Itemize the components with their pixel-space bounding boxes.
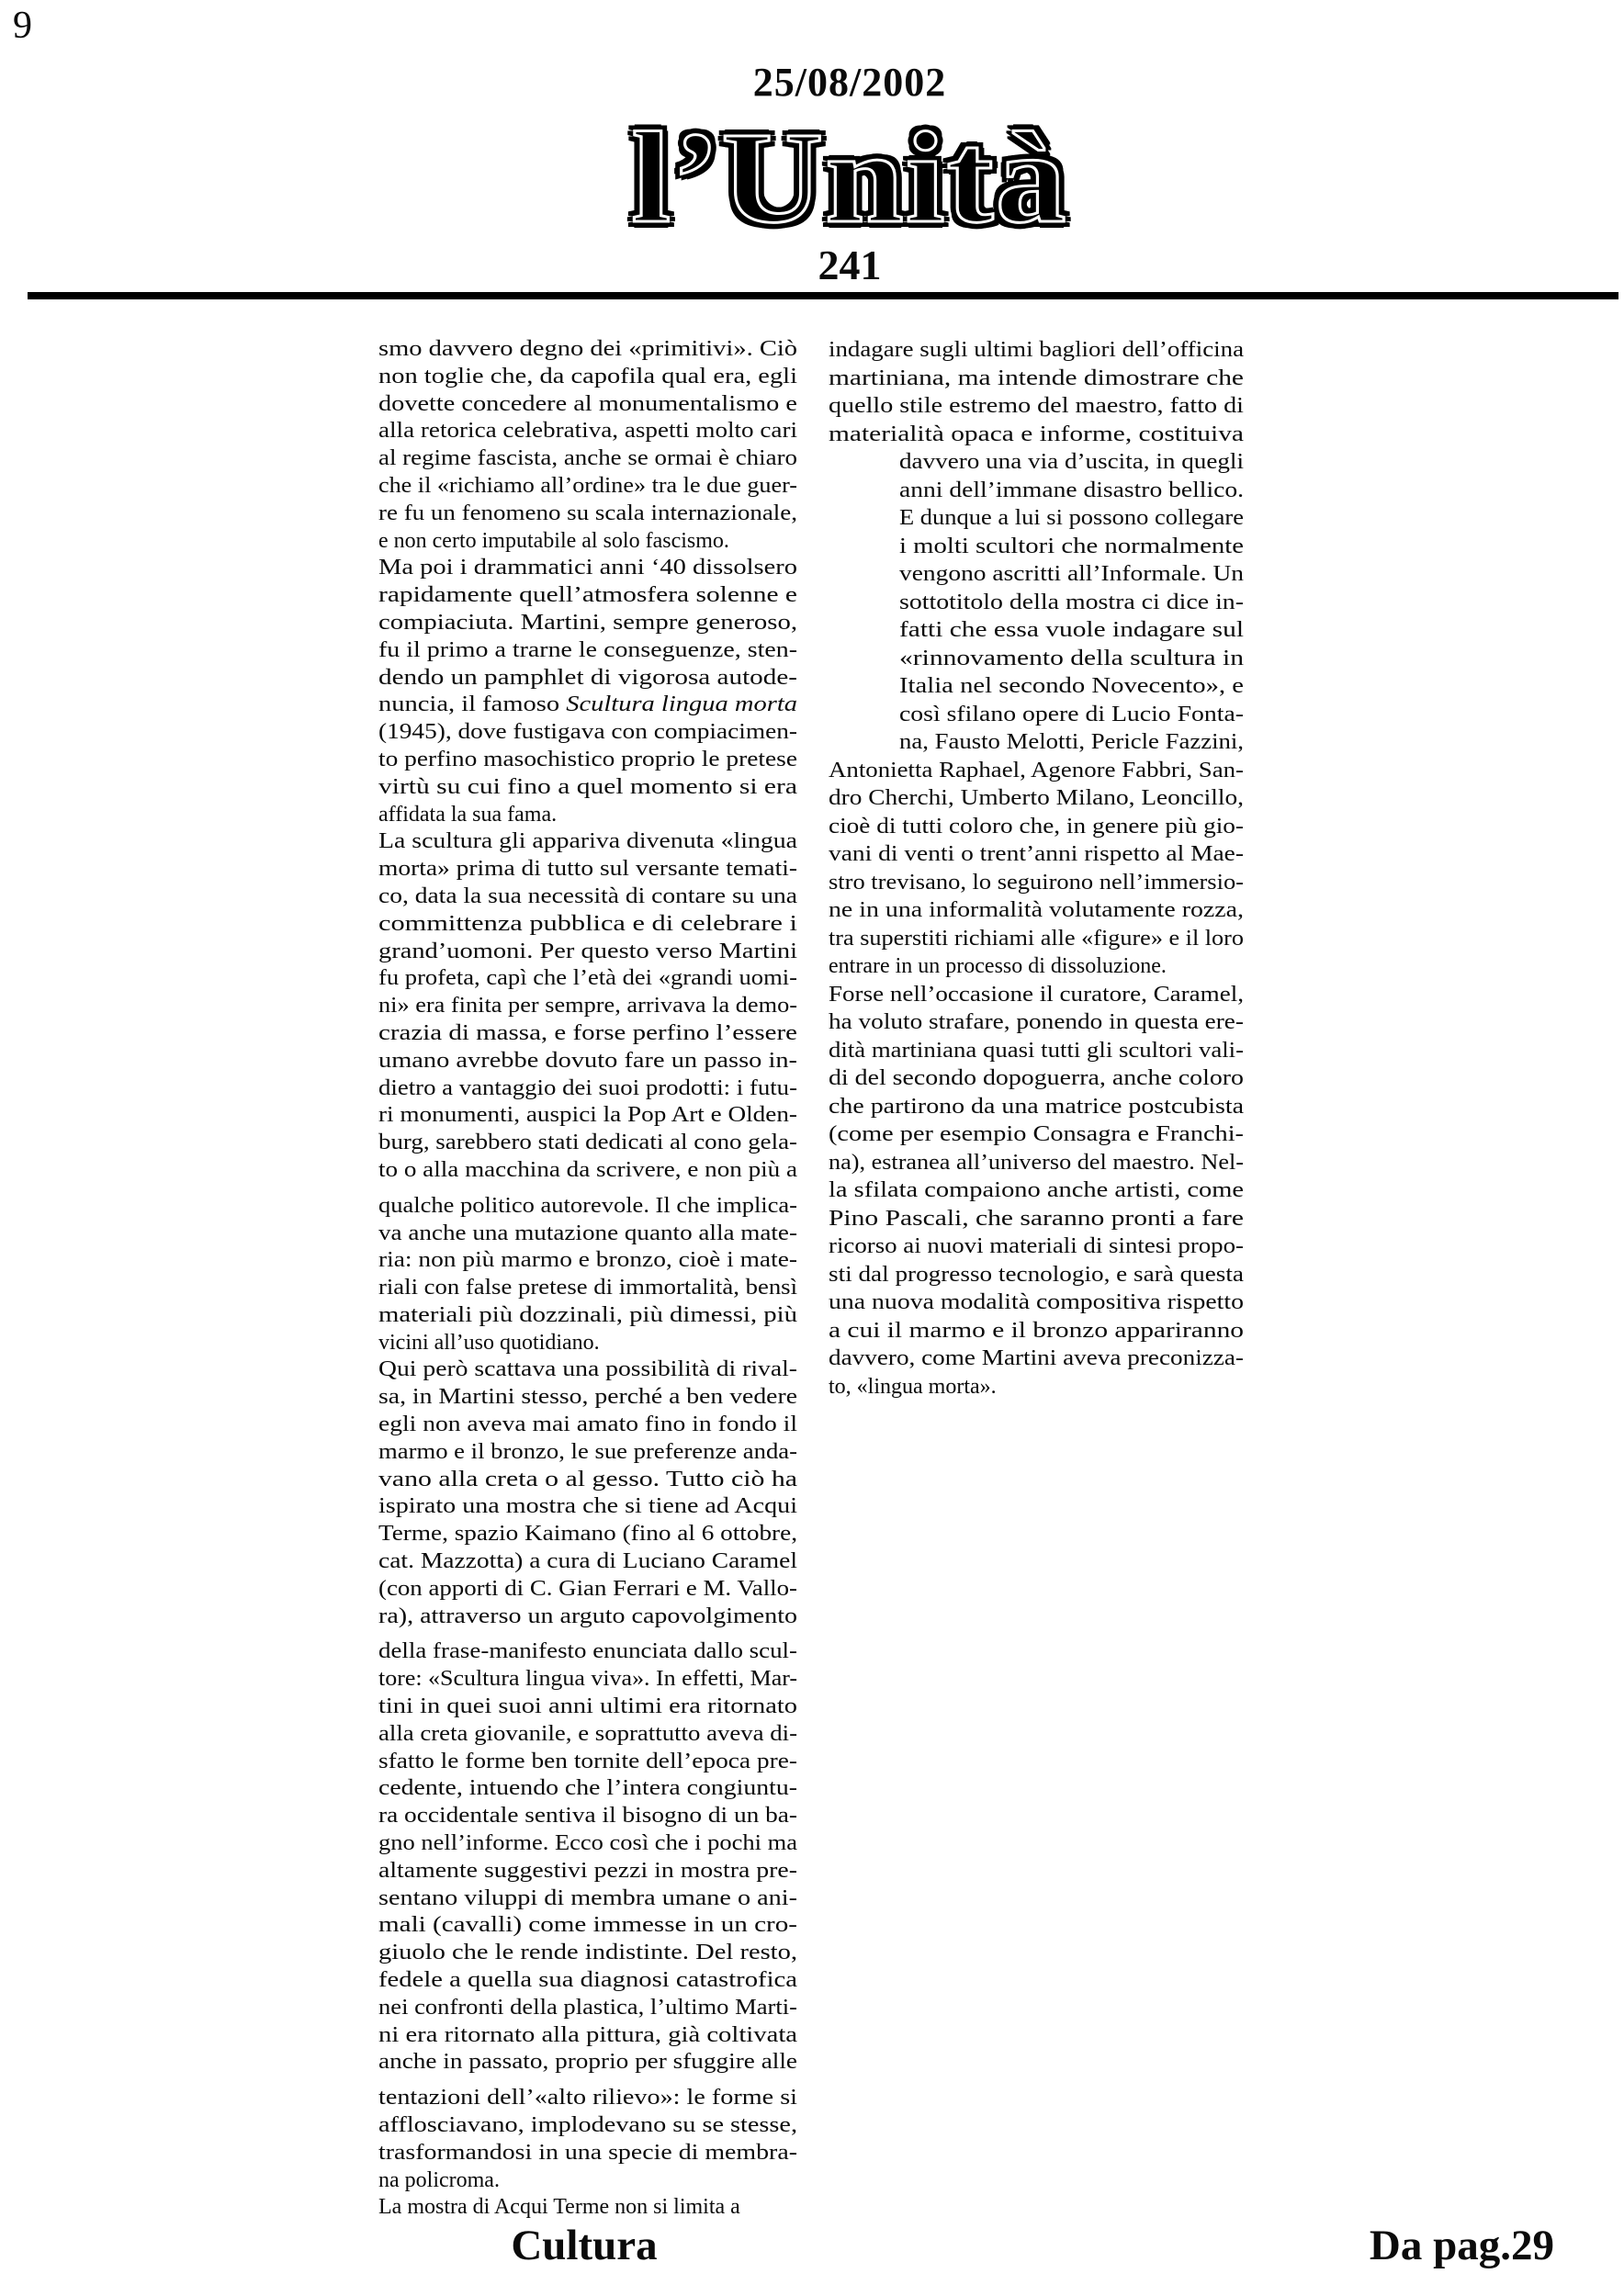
text-line: Qui però scattava una possibilità di rival-	[378, 1357, 797, 1382]
text-line: tore: «Scultura lingua viva». In effetti, Mar-	[378, 1667, 797, 1692]
text-line: morta» prima di tutto sul versante temati-	[378, 857, 797, 882]
issue-date: 25/08/2002	[752, 60, 947, 105]
text-line: della frase-manifesto enunciata dallo scul-	[378, 1639, 797, 1664]
text-line: mali (cavalli) come immesse in un cro-	[378, 1913, 797, 1938]
text-line: la sfilata compaiono anche artisti, come	[829, 1178, 1244, 1202]
text-line: afflosciavano, implodevano su se stesse,	[378, 2113, 797, 2137]
text-line: virtù su cui fino a quel momento si era	[378, 774, 797, 799]
text-line: altamente suggestivi pezzi in mostra pre-	[378, 1858, 797, 1883]
text-line: E dunque a lui si possono collegare	[899, 506, 1244, 530]
text-line: anche in passato, proprio per sfuggire alle	[378, 2050, 797, 2075]
text-line: vengono ascritti all’Informale. Un	[899, 562, 1244, 586]
text-line: non toglie che, da capofila qual era, egli	[378, 364, 797, 388]
text-line: ni era ritornato alla pittura, già coltivata	[378, 2022, 797, 2047]
text-line: alla retorica celebrativa, aspetti molto cari	[378, 419, 797, 444]
text-line: trasformandosi in una specie di membra-	[378, 2140, 797, 2165]
text-line: ha voluto strafare, ponendo in questa ere-	[829, 1010, 1244, 1034]
text-line: ri monumenti, auspici la Pop Art e Olden-	[378, 1103, 797, 1128]
text-line: anni dell’immane disastro bellico.	[899, 478, 1244, 502]
text-line: tra superstiti richiami alle «figure» e il loro	[829, 926, 1244, 951]
text-line: La scultura gli appariva divenuta «lingua	[378, 829, 797, 854]
text-line: ricorso ai nuovi materiali di sintesi propo-	[829, 1234, 1244, 1258]
text-line: Ma poi i drammatici anni ‘40 dissolsero	[378, 556, 797, 580]
text-line: nuncia, il famoso Scultura lingua morta	[378, 692, 797, 717]
text-line: vano alla creta o al gesso. Tutto ciò ha	[378, 1467, 797, 1491]
text-line: La mostra di Acqui Terme non si limita a	[378, 2195, 740, 2220]
text-line: materiali più dozzinali, più dimessi, più	[378, 1302, 797, 1327]
text-line: re fu un fenomeno su scala internazionale,	[378, 501, 797, 525]
text-line: egli non aveva mai amato fino in fondo il	[378, 1412, 797, 1437]
text-line: na, Fausto Melotti, Pericle Fazzini,	[899, 730, 1244, 754]
text-line: sottotitolo della mostra ci dice in-	[899, 590, 1244, 614]
text-line: vani di venti o trent’anni rispetto al Mae-	[829, 842, 1244, 866]
text-line: na policroma.	[378, 2167, 500, 2192]
section-label: Cultura	[511, 2222, 658, 2269]
text-line: fedele a quella sua diagnosi catastrofica	[378, 1968, 797, 1993]
text-line: Terme, spazio Kaimano (fino al 6 ottobre,	[378, 1522, 797, 1547]
text-line: davvero una via d’uscita, in quegli	[899, 450, 1244, 474]
text-line: burg, sarebbero stati dedicati al cono gela-	[378, 1131, 797, 1155]
text-line: gno nell’informe. Ecco così che i pochi ma	[378, 1831, 797, 1856]
text-line: crazia di massa, e forse perfino l’essere	[378, 1020, 797, 1045]
text-line: affidata la sua fama.	[378, 802, 558, 827]
text-line: (1945), dove fustigava con compiacimen-	[378, 720, 797, 745]
corner-page-number: 9	[13, 5, 32, 47]
text-line: qualche politico autorevole. Il che implica-	[378, 1193, 797, 1218]
text-line: ni» era finita per sempre, arrivava la demo-	[378, 994, 797, 1019]
text-line: dità martiniana quasi tutti gli scultori vali-	[829, 1038, 1244, 1063]
article-column-right	[829, 336, 1244, 1401]
text-line: to perfino masochistico proprio le pretese	[378, 747, 797, 771]
text-line: cedente, intuendo che l’intera congiuntu-	[378, 1776, 797, 1801]
text-line: fatti che essa vuole indagare sul	[899, 618, 1244, 642]
text-line: fu il primo a trarne le conseguenze, sten-	[378, 637, 797, 662]
text-line: to o alla macchina da scrivere, e non più a	[378, 1157, 797, 1182]
text-line: compiaciuta. Martini, sempre generoso,	[378, 610, 797, 635]
text-line: giuolo che le rende indistinte. Del resto,	[378, 1941, 797, 1965]
text-line: ra occidentale sentiva il bisogno di un ba-	[378, 1804, 797, 1829]
text-line: Pino Pascali, che saranno pronti a fare	[829, 1206, 1244, 1231]
text-line: smo davvero degno dei «primitivi». Ciò	[378, 337, 797, 361]
text-line: dietro a vantaggio dei suoi prodotti: i futu-	[378, 1075, 797, 1100]
text-line: una nuova modalità compositiva rispetto	[829, 1290, 1244, 1314]
text-line: va anche una mutazione quanto alla mate-	[378, 1221, 797, 1245]
text-line: «rinnovamento della scultura in	[899, 646, 1244, 670]
text-line: quello stile estremo del maestro, fatto di	[829, 394, 1244, 418]
text-line: tini in quei suoi anni ultimi era ritornato	[378, 1694, 797, 1719]
text-line: grand’uomoni. Per questo verso Martini	[378, 939, 797, 963]
text-line: che il «richiamo all’ordine» tra le due guer-	[378, 473, 797, 498]
text-line: Italia nel secondo Novecento», e	[899, 674, 1244, 698]
masthead-logo-text: l’Unità	[631, 105, 1068, 250]
text-line: sentano viluppi di membra umane o ani-	[378, 1885, 797, 1910]
text-line: indagare sugli ultimi bagliori dell’officina	[829, 338, 1244, 362]
text-line: sti dal progresso tecnologio, e sarà questa	[829, 1262, 1244, 1287]
text-line: sa, in Martini stesso, perché a ben vedere	[378, 1385, 797, 1410]
text-line: umano avrebbe dovuto fare un passo in-	[378, 1048, 797, 1073]
text-line: (con apporti di C. Gian Ferrari e M. Vallo-	[378, 1576, 797, 1601]
text-line: ne in una informalità volutamente rozza,	[829, 898, 1244, 922]
text-line: davvero, come Martini aveva preconizza-	[829, 1346, 1244, 1370]
text-line: to, «lingua morta».	[829, 1374, 997, 1399]
text-line: dendo un pamphlet di vigorosa autode-	[378, 665, 797, 690]
text-line: alla creta giovanile, e soprattutto aveva di-	[378, 1721, 797, 1746]
text-line: i molti scultori che normalmente	[899, 534, 1244, 558]
text-line: dovette concedere al monumentalismo e	[378, 391, 797, 416]
text-line: ra), attraverso un arguto capovolgimento	[378, 1604, 797, 1628]
text-line: Antonietta Raphael, Agenore Fabbri, San-	[829, 758, 1244, 782]
text-line: cat. Mazzotta) a cura di Luciano Caramel	[378, 1549, 797, 1574]
masthead-logo	[75, 105, 1624, 250]
text-line: materialità opaca e informe, costituiva	[829, 422, 1244, 446]
text-line: al regime fascista, anche se ormai è chiaro	[378, 446, 797, 471]
text-line: dro Cherchi, Umberto Milano, Leoncillo,	[829, 786, 1244, 810]
text-line: cioè di tutti coloro che, in genere più gio-	[829, 814, 1244, 838]
text-line: e non certo imputabile al solo fascismo.	[378, 528, 729, 553]
text-line: entrare in un processo di dissoluzione.	[829, 954, 1167, 978]
text-line: fu profeta, capì che l’età dei «grandi uomi-	[378, 966, 797, 991]
page-reference: Da pag.29	[1369, 2222, 1554, 2269]
text-line: stro trevisano, lo seguirono nell’immersio-	[829, 870, 1244, 895]
header-divider-rule	[28, 292, 1618, 299]
text-line: ria: non più marmo e bronzo, cioè i mate-	[378, 1248, 797, 1273]
text-line: che partirono da una matrice postcubista	[829, 1094, 1244, 1119]
text-line: vicini all’uso quotidiano.	[378, 1330, 600, 1355]
text-line: na), estranea all’universo del maestro. Nel-	[829, 1150, 1244, 1175]
text-line: nei confronti della plastica, l’ultimo Marti-	[378, 1995, 797, 2020]
text-line: di del secondo dopoguerra, anche coloro	[829, 1066, 1244, 1090]
text-line: committenza pubblica e di celebrare i	[378, 911, 797, 936]
text-line: martiniana, ma intende dimostrare che	[829, 366, 1244, 390]
text-line: sfatto le forme ben tornite dell’epoca pre-	[378, 1749, 797, 1773]
article-column-left	[378, 336, 797, 2222]
text-line: riali con false pretese di immortalità, bensì	[378, 1276, 797, 1300]
text-line: marmo e il bronzo, le sue preferenze anda-	[378, 1439, 797, 1464]
text-line: a cui il marmo e il bronzo appariranno	[829, 1318, 1244, 1343]
text-line: Forse nell’occasione il curatore, Caramel,	[829, 982, 1244, 1007]
text-line: (come per esempio Consagra e Franchi-	[829, 1122, 1244, 1146]
text-line: ispirato una mostra che si tiene ad Acqui	[378, 1494, 797, 1519]
text-line: tentazioni dell’«alto rilievo»: le forme si	[378, 2086, 797, 2110]
text-line: rapidamente quell’atmosfera solenne e	[378, 583, 797, 608]
edition-number: 241	[818, 242, 882, 288]
text-line: co, data la sua necessità di contare su una	[378, 884, 797, 908]
text-line: così sfilano opere di Lucio Fonta-	[899, 702, 1244, 726]
